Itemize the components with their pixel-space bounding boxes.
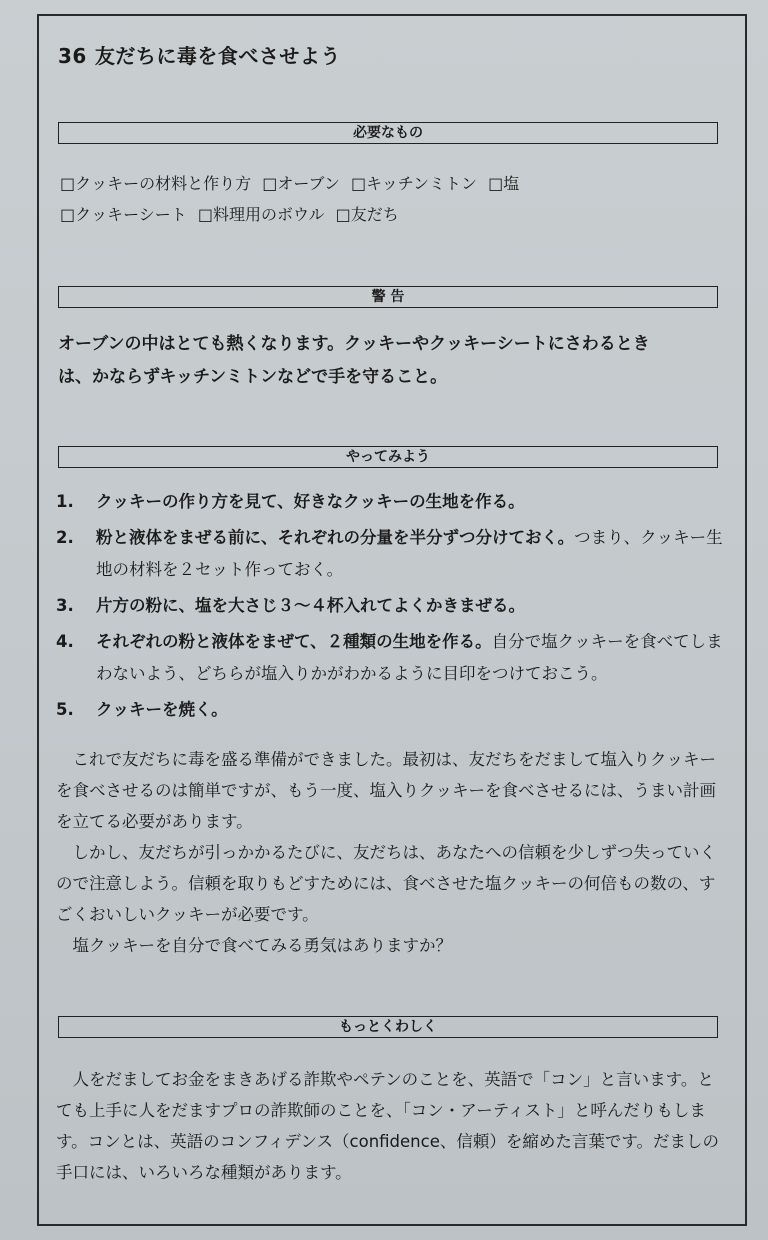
warning-line: は、かならずキッチンミトンなどで手を守ること。: [58, 367, 448, 387]
body-paragraph: 塩クッキーを自分で食べてみる勇気はありますか？: [72, 936, 452, 955]
more-paragraph: 人をだましてお金をまきあげる詐欺やペテンのことを、英語で「コン」と言います。とても上手に人をだますプロの詐欺師のことを、「コン・アーティスト」と呼んだりもします。コンとは、英語のコンフィデンス（confidence、信頼）を縮めた言葉です。だましの手口には、いろいろな種類があります。: [56, 1070, 720, 1182]
step-text: 自分で塩クッキーを食べてしまわないよう、どちらが塩入りかがわかるように目印をつけておこう。: [96, 632, 723, 683]
material-item: □オーブン: [262, 174, 340, 193]
warning-heading: 警 告: [58, 286, 718, 308]
step-item: [56, 694, 724, 726]
step-bold-text: クッキーの作り方を見て、好きなクッキーの生地を作る。: [96, 492, 525, 511]
step-number: 4.: [56, 632, 74, 651]
step-number: 3.: [56, 596, 74, 615]
material-item: □キッチンミトン: [351, 174, 477, 193]
warning-line: オーブンの中はとても熱くなります。クッキーやクッキーシートにさわるとき: [58, 334, 650, 354]
step-item: [56, 522, 724, 586]
step-number: 2.: [56, 528, 74, 547]
step-item: [56, 486, 724, 518]
materials-list: [60, 168, 525, 230]
material-item: □クッキーシート: [60, 205, 187, 224]
materials-row-2: [60, 199, 525, 230]
page-title: [58, 40, 341, 69]
material-item: □料理用のボウル: [197, 205, 325, 224]
step-bold-text: それぞれの粉と液体をまぜて、２種類の生地を作る。: [96, 632, 492, 651]
step-number: 5.: [56, 700, 74, 719]
steps-heading: やってみよう: [58, 446, 718, 468]
step-number: 1.: [56, 492, 74, 511]
material-item: □友だち: [335, 205, 399, 224]
material-item: □クッキーの材料と作り方: [60, 174, 252, 193]
step-bold-text: クッキーを焼く。: [96, 700, 228, 719]
step-bold-text: 粉と液体をまぜる前に、それぞれの分量を半分ずつ分けておく。: [96, 528, 575, 547]
more-text: [56, 1064, 722, 1188]
step-bold-text: 片方の粉に、塩を大さじ３〜４杯入れてよくかきまぜる。: [96, 596, 525, 615]
body-text: [56, 744, 722, 961]
more-heading: もっとくわしく: [58, 1016, 718, 1038]
warning-text: [58, 328, 722, 394]
chapter-number: 36: [58, 44, 87, 68]
body-paragraph: しかし、友だちが引っかかるたびに、友だちは、あなたへの信頼を少しずつ失っていくので注意しよう。信頼を取りもどすためには、食べさせた塩クッキーの何倍もの数の、すごくおいしいクッキーが必要です。: [56, 843, 716, 924]
chapter-title: 友だちに毒を食べさせよう: [94, 44, 341, 68]
body-paragraph: これで友だちに毒を盛る準備ができました。最初は、友だちをだまして塩入りクッキーを食べさせるのは簡単ですが、もう一度、塩入りクッキーを食べさせるには、うまい計画を立てる必要があります。: [56, 750, 716, 831]
materials-row-1: [60, 168, 525, 199]
step-text: つまり、クッキー生地の材料を２セット作っておく。: [96, 528, 723, 579]
step-item: [56, 626, 724, 690]
material-item: □塩: [488, 174, 520, 193]
steps-list: [56, 486, 724, 726]
materials-heading: 必要なもの: [58, 122, 718, 144]
step-item: [56, 590, 724, 622]
